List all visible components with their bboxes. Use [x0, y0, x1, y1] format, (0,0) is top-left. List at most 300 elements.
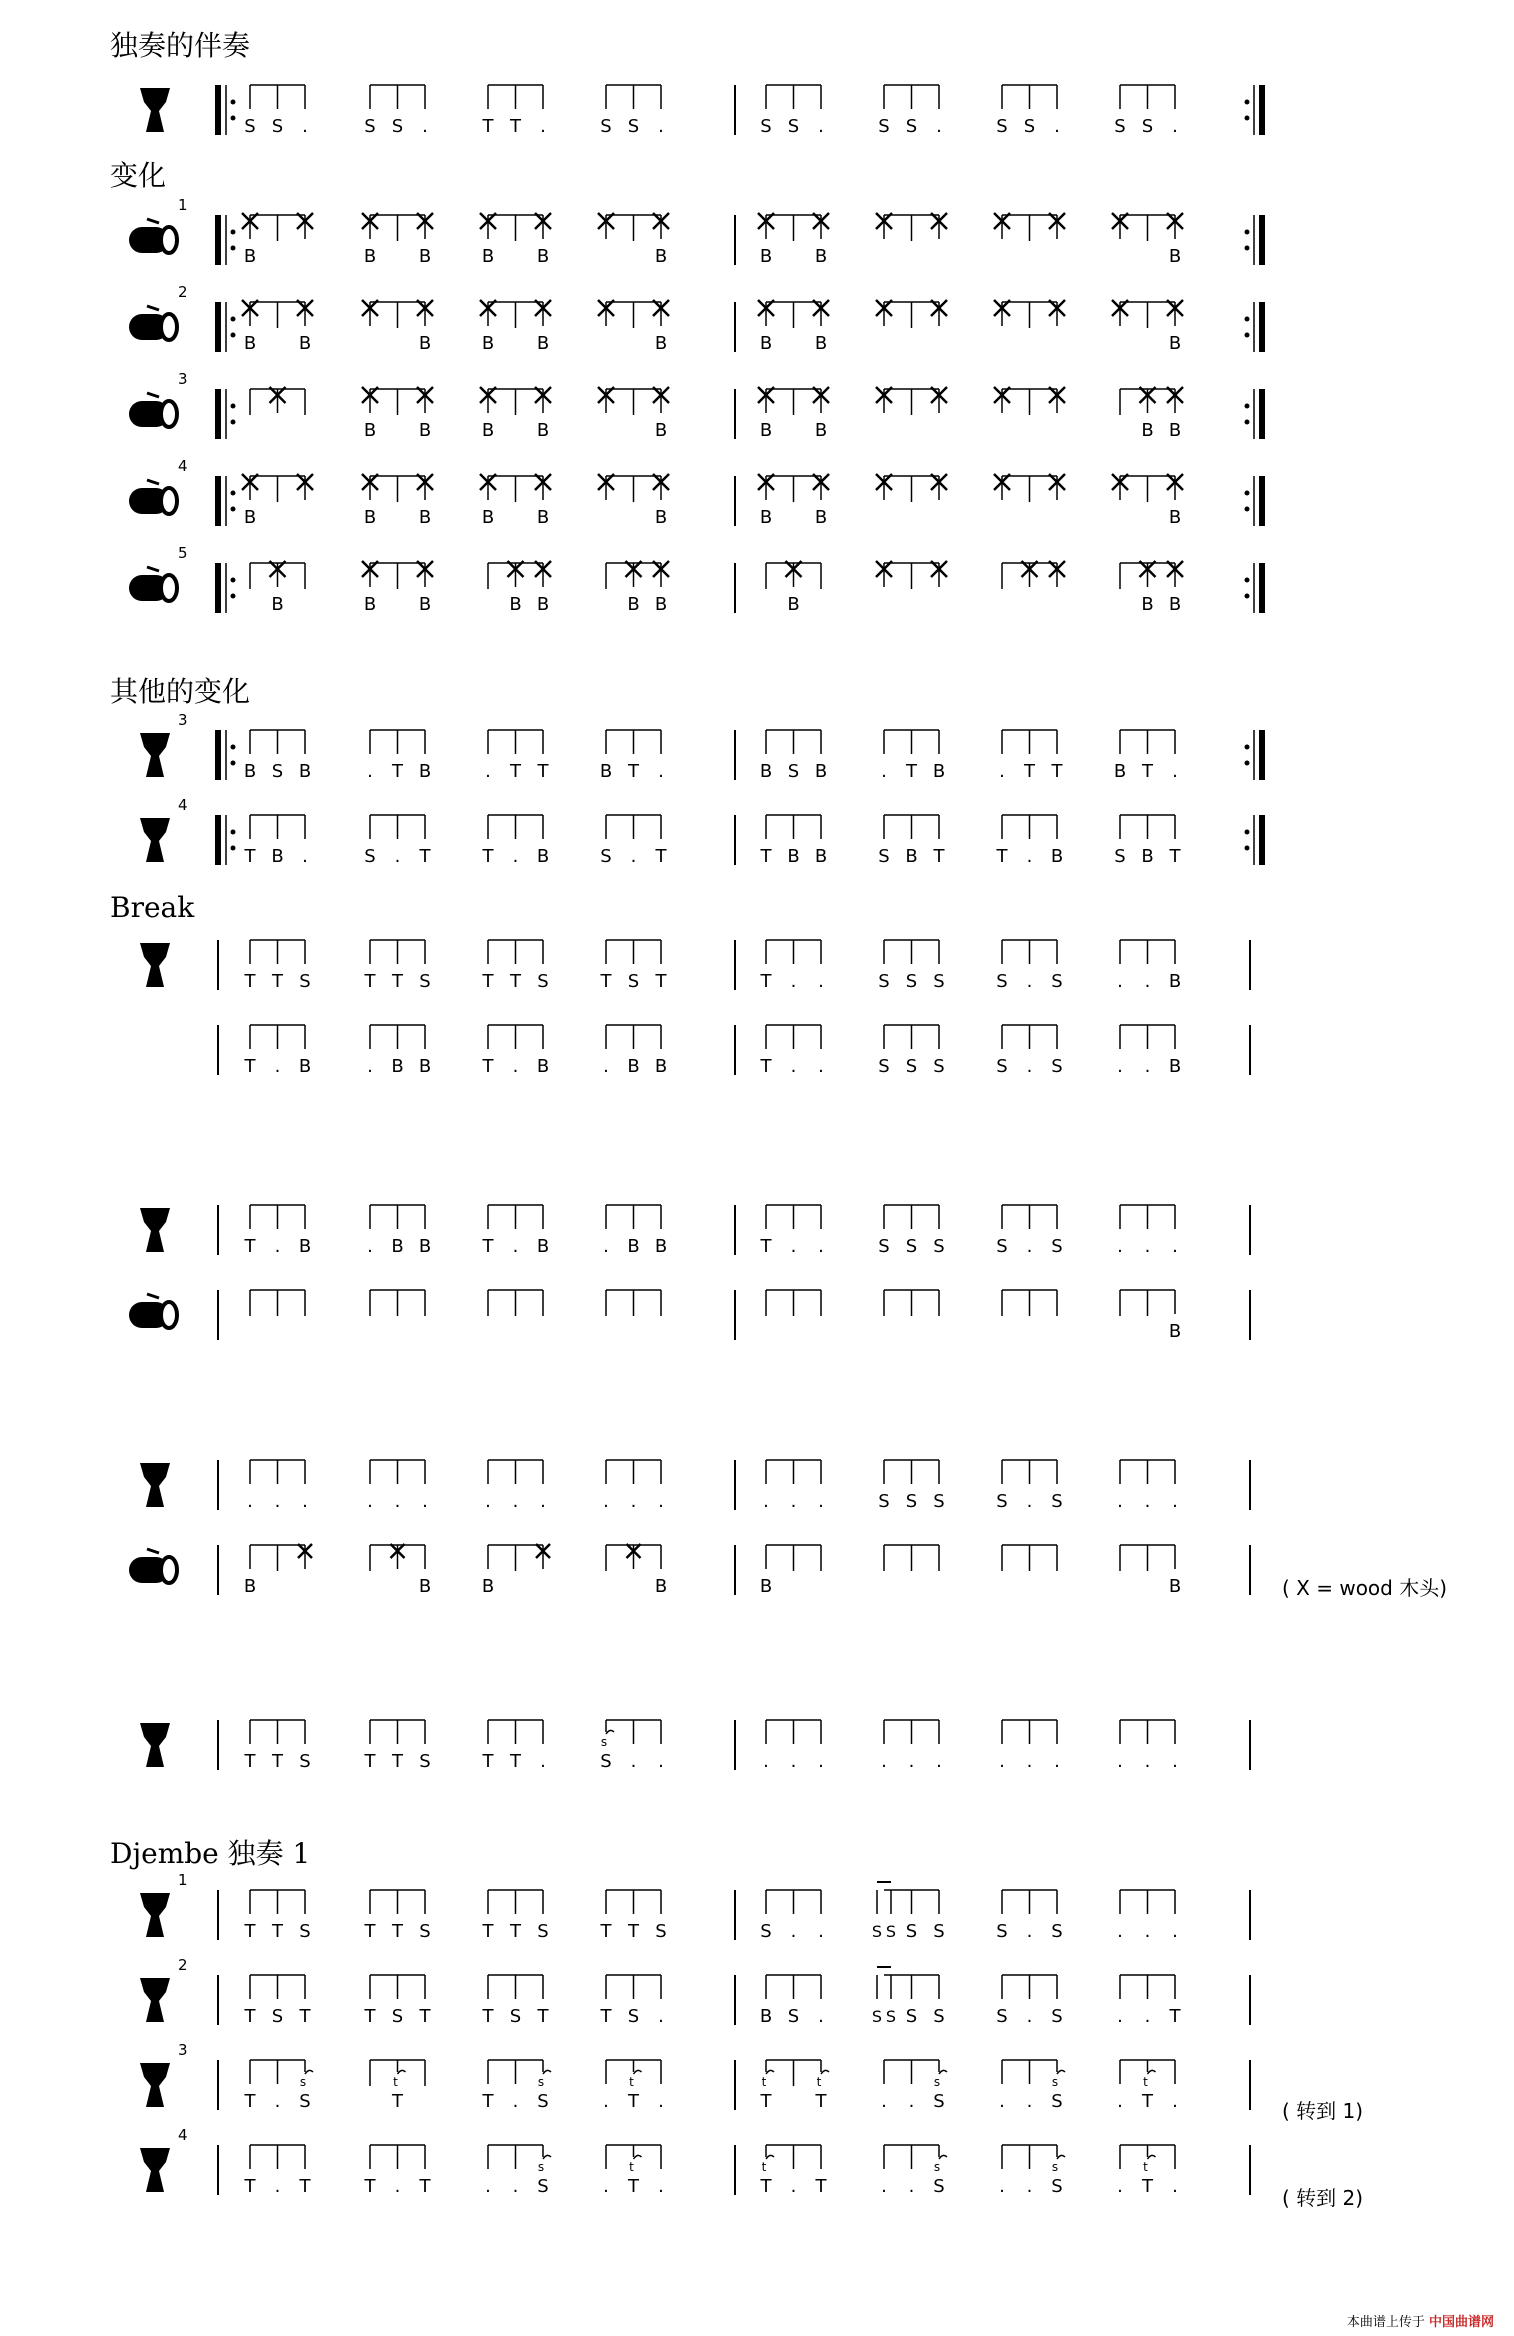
stroke-letter: T	[1169, 2006, 1181, 2027]
stroke-letter: B	[1168, 594, 1182, 615]
stroke-letter: B	[298, 1056, 312, 1077]
stroke-letter: S	[996, 1921, 1008, 1942]
heading-other-variations: 其他的变化	[110, 675, 251, 708]
stroke-letter: S	[271, 761, 284, 782]
repeat-dot	[1245, 404, 1250, 409]
stroke-letter: .	[603, 2091, 609, 2112]
note-wood: ( X = wood 木头)	[1282, 1576, 1448, 1600]
repeat-dot	[231, 246, 236, 251]
score-row-combo1a	[140, 1205, 1250, 1257]
grace-flag	[305, 2070, 313, 2074]
stroke-letter: S	[509, 2006, 522, 2027]
dundun-head	[161, 575, 177, 601]
stroke-letter: T	[244, 2176, 256, 2197]
repeat-dot	[231, 507, 236, 512]
repeat-dot	[231, 230, 236, 235]
stroke-letter: S	[537, 2176, 549, 2197]
stroke-letter: T	[760, 971, 772, 992]
note-goto-1: ( 转到 1)	[1282, 2099, 1364, 2123]
score-row-accomp	[140, 85, 1262, 137]
score-row-combo1b	[129, 1290, 1250, 1342]
stroke-letter: T	[482, 1056, 494, 1077]
stroke-letter: T	[1024, 761, 1035, 782]
stroke-letter: T	[364, 1751, 376, 1772]
stroke-letter: T	[244, 971, 256, 992]
score-row-solo3	[140, 2041, 1250, 2112]
repeat-dot	[1245, 491, 1250, 496]
repeat-dot	[1245, 246, 1250, 251]
stroke-letter: B	[1168, 1576, 1182, 1597]
stroke-letter: B	[481, 507, 495, 528]
stroke-letter: B	[654, 246, 668, 267]
stroke-letter: .	[603, 1491, 609, 1512]
stroke-letter: S	[933, 2006, 945, 2027]
stroke-letter: .	[1117, 1921, 1123, 1942]
row-number: 1	[178, 196, 188, 214]
repeat-dot	[1245, 578, 1250, 583]
stroke-letter: S	[600, 116, 612, 137]
dundun-stick	[147, 1549, 159, 1553]
stroke-letter: .	[908, 1751, 915, 1772]
stroke-letter: B	[418, 246, 432, 267]
stroke-letter: .	[999, 761, 1005, 782]
djembe-icon	[140, 1463, 170, 1507]
stroke-letter: .	[1172, 2176, 1178, 2197]
stroke-letter: B	[627, 1236, 640, 1257]
stroke-letter: .	[1117, 971, 1123, 992]
stroke-letter: B	[536, 333, 550, 354]
stroke-letter: S	[1051, 1921, 1063, 1942]
stroke-letter: B	[418, 333, 432, 354]
stroke-letter: S	[1051, 2006, 1063, 2027]
stroke-letter: T	[537, 2006, 549, 2027]
djembe-icon	[140, 1893, 170, 1937]
stroke-letter: S	[905, 116, 918, 137]
stroke-letter: .	[1144, 2006, 1151, 2027]
row-number: 4	[178, 2126, 188, 2144]
stroke-letter: T	[299, 2006, 311, 2027]
stroke-letter: .	[881, 2091, 887, 2112]
stroke-letter: B	[481, 333, 495, 354]
stroke-letter: .	[763, 1491, 769, 1512]
stroke-letter: B	[363, 246, 377, 267]
stroke-letter: s	[933, 2075, 941, 2089]
stroke-letter: B	[418, 507, 432, 528]
stroke-letter: T	[1169, 846, 1181, 867]
stroke-letter: B	[759, 246, 773, 267]
stroke-letter: T	[510, 761, 521, 782]
stroke-letter: S	[878, 1236, 890, 1257]
stroke-letter: s	[600, 1735, 608, 1749]
grace-flag	[398, 2070, 406, 2074]
stroke-letter: .	[603, 1236, 609, 1257]
stroke-letter: S	[1023, 116, 1036, 137]
grace-flag	[766, 2155, 774, 2159]
stroke-letter: S	[933, 971, 945, 992]
stroke-letter: s	[1051, 2075, 1059, 2089]
grace-flag	[821, 2070, 829, 2074]
djembe-icon	[140, 818, 170, 862]
stroke-letter: B	[814, 420, 828, 441]
stroke-letter: T	[364, 1921, 376, 1942]
stroke-letter: T	[244, 1236, 256, 1257]
stroke-letter: B	[271, 846, 284, 867]
stroke-letter: .	[485, 761, 491, 782]
djembe-icon	[140, 1208, 170, 1252]
score-row-break1	[140, 940, 1250, 992]
stroke-letter: B	[759, 2006, 773, 2027]
stroke-letter: B	[418, 1056, 432, 1077]
stroke-letter: .	[512, 846, 519, 867]
stroke-letter: B	[654, 507, 668, 528]
score-row-solo1	[140, 1871, 1250, 1942]
stroke-letter: .	[1026, 1751, 1033, 1772]
stroke-letter: B	[759, 420, 773, 441]
stroke-letter: .	[394, 846, 401, 867]
stroke-letter: S	[885, 1922, 897, 1941]
stroke-letter: .	[790, 1751, 797, 1772]
stroke-letter: S	[878, 1056, 890, 1077]
stroke-letter: B	[1168, 1056, 1182, 1077]
stroke-letter: .	[512, 1236, 519, 1257]
stroke-letter: .	[512, 2176, 519, 2197]
stroke-letter: T	[244, 2006, 256, 2027]
stroke-letter: .	[512, 1491, 519, 1512]
stroke-letter: B	[627, 1056, 640, 1077]
repeat-dot	[1245, 420, 1250, 425]
stroke-letter: S	[600, 846, 612, 867]
stroke-letter: B	[271, 594, 284, 615]
stroke-letter: S	[1141, 116, 1154, 137]
stroke-letter: S	[537, 2091, 549, 2112]
stroke-letter: B	[627, 594, 640, 615]
stroke-letter: .	[302, 116, 308, 137]
stroke-letter: B	[509, 594, 522, 615]
stroke-letter: .	[367, 761, 373, 782]
stroke-letter: B	[243, 507, 257, 528]
stroke-letter: S	[996, 971, 1008, 992]
stroke-letter: S	[787, 761, 800, 782]
repeat-dot	[1245, 507, 1250, 512]
row-number: 4	[178, 796, 188, 814]
stroke-letter: .	[881, 2176, 887, 2197]
repeat-dot	[1245, 846, 1250, 851]
stroke-letter: .	[658, 116, 664, 137]
stroke-letter: .	[818, 1921, 824, 1942]
grace-flag	[543, 2155, 551, 2159]
stroke-letter: T	[272, 1751, 283, 1772]
stroke-letter: s	[537, 2075, 545, 2089]
stroke-letter: .	[790, 1236, 797, 1257]
stroke-letter: .	[658, 2006, 664, 2027]
repeat-dot	[231, 116, 236, 121]
stroke-letter: B	[481, 1576, 495, 1597]
stroke-letter: .	[881, 1751, 887, 1772]
stroke-letter: B	[243, 761, 257, 782]
grace-flag	[634, 2070, 642, 2074]
note-goto-2: ( 转到 2)	[1282, 2186, 1364, 2210]
stroke-letter: T	[482, 971, 494, 992]
stroke-letter: T	[760, 2091, 772, 2112]
stroke-letter: B	[1168, 971, 1182, 992]
stroke-letter: .	[367, 1491, 373, 1512]
stroke-letter: T	[760, 1236, 772, 1257]
stroke-letter: B	[243, 246, 257, 267]
stroke-letter: S	[996, 116, 1008, 137]
stroke-letter: B	[481, 420, 495, 441]
score-row-solo2	[140, 1956, 1250, 2027]
djembe-icon	[140, 2063, 170, 2107]
stroke-letter: .	[1054, 116, 1060, 137]
stroke-letter: T	[628, 2091, 639, 2112]
stroke-letter: .	[1026, 846, 1033, 867]
stroke-letter: S	[1051, 1056, 1063, 1077]
stroke-letter: .	[1144, 1751, 1151, 1772]
stroke-letter: B	[363, 594, 377, 615]
score-row-other3	[140, 711, 1262, 782]
stroke-letter: S	[1114, 116, 1126, 137]
stroke-letter: .	[1144, 1491, 1151, 1512]
stroke-letter: .	[658, 1751, 664, 1772]
repeat-dot	[231, 594, 236, 599]
stroke-letter: T	[1142, 761, 1153, 782]
stroke-letter: S	[1051, 1236, 1063, 1257]
stroke-letter: S	[905, 971, 918, 992]
djembe-icon	[140, 733, 170, 777]
stroke-letter: .	[540, 116, 546, 137]
djembe-icon	[140, 1723, 170, 1767]
stroke-letter: S	[299, 2091, 311, 2112]
stroke-letter: .	[1026, 1236, 1033, 1257]
stroke-letter: S	[627, 971, 640, 992]
row-number: 2	[178, 1956, 188, 1974]
stroke-letter: S	[419, 971, 431, 992]
stroke-letter: .	[247, 1491, 253, 1512]
stroke-letter: S	[627, 116, 640, 137]
repeat-dot	[1245, 333, 1250, 338]
stroke-letter: .	[658, 2176, 664, 2197]
stroke-letter: T	[600, 1921, 612, 1942]
stroke-letter: S	[1051, 1491, 1063, 1512]
stroke-letter: S	[364, 846, 376, 867]
stroke-letter: .	[274, 1056, 281, 1077]
grace-flag	[1057, 2155, 1065, 2159]
stroke-letter: B	[787, 594, 800, 615]
stroke-letter: .	[630, 1751, 637, 1772]
grace-flag	[543, 2070, 551, 2074]
stroke-letter: T	[364, 2176, 376, 2197]
stroke-letter: s	[537, 2160, 545, 2174]
stroke-letter: T	[482, 1236, 494, 1257]
stroke-letter: T	[1051, 761, 1063, 782]
repeat-dot	[231, 761, 236, 766]
stroke-letter: T	[482, 2091, 494, 2112]
stroke-letter: .	[999, 2091, 1005, 2112]
stroke-letter: .	[1144, 1236, 1151, 1257]
stroke-letter: .	[302, 846, 308, 867]
stroke-letter: .	[908, 2176, 915, 2197]
heading-break: Break	[110, 891, 195, 924]
dundun-head	[161, 1557, 177, 1583]
stroke-letter: T	[244, 1056, 256, 1077]
stroke-letter: .	[818, 971, 824, 992]
stroke-letter: S	[600, 1751, 612, 1772]
stroke-letter: S	[905, 2006, 918, 2027]
stroke-letter: .	[540, 1491, 546, 1512]
stroke-letter: S	[996, 1491, 1008, 1512]
repeat-dot	[231, 333, 236, 338]
stroke-letter: S	[871, 2007, 883, 2026]
stroke-letter: T	[392, 2091, 403, 2112]
stroke-letter: B	[536, 1236, 550, 1257]
stroke-letter: T	[364, 2006, 376, 2027]
stroke-letter: B	[599, 761, 613, 782]
stroke-letter: S	[905, 1236, 918, 1257]
stroke-letter: .	[1117, 1056, 1123, 1077]
stroke-letter: B	[654, 420, 668, 441]
score-row-single	[140, 1720, 1250, 1772]
row-number: 3	[178, 711, 188, 729]
stroke-letter: t	[393, 2075, 398, 2089]
repeat-dot	[231, 404, 236, 409]
repeat-dot	[231, 830, 236, 835]
stroke-letter: .	[1054, 1751, 1060, 1772]
grace-flag	[766, 2070, 774, 2074]
stroke-letter: T	[628, 1921, 639, 1942]
heading-djembe-solo: Djembe 独奏 1	[110, 1837, 311, 1870]
dundun-stick	[147, 480, 159, 484]
stroke-letter: B	[418, 420, 432, 441]
stroke-letter: B	[814, 761, 828, 782]
stroke-letter: B	[418, 594, 432, 615]
stroke-letter: B	[759, 761, 773, 782]
grace-flag	[1148, 2070, 1156, 2074]
stroke-letter: T	[537, 761, 549, 782]
repeat-dot	[231, 846, 236, 851]
stroke-letter: .	[1117, 1751, 1123, 1772]
stroke-letter: .	[1172, 2091, 1178, 2112]
repeat-dot	[1245, 230, 1250, 235]
stroke-letter: B	[1168, 333, 1182, 354]
stroke-letter: S	[537, 1921, 549, 1942]
heading-variations: 变化	[110, 159, 167, 192]
repeat-dot	[1245, 594, 1250, 599]
stroke-letter: S	[299, 1751, 311, 1772]
stroke-letter: B	[1141, 846, 1154, 867]
stroke-letter: T	[272, 1921, 283, 1942]
stroke-letter: T	[244, 2091, 256, 2112]
stroke-letter: .	[1172, 1921, 1178, 1942]
djembe-icon	[140, 88, 170, 132]
stroke-letter: B	[654, 1056, 668, 1077]
stroke-letter: S	[787, 2006, 800, 2027]
stroke-letter: T	[760, 846, 772, 867]
repeat-dot	[1245, 745, 1250, 750]
stroke-letter: .	[367, 1056, 373, 1077]
stroke-letter: S	[364, 116, 376, 137]
stroke-letter: .	[1026, 1921, 1033, 1942]
stroke-letter: .	[367, 1236, 373, 1257]
stroke-letter: B	[536, 507, 550, 528]
stroke-letter: B	[1141, 594, 1154, 615]
stroke-letter: B	[814, 846, 828, 867]
score-row-var2	[129, 283, 1262, 354]
stroke-letter: .	[790, 1056, 797, 1077]
stroke-letter: B	[787, 846, 800, 867]
stroke-letter: .	[603, 2176, 609, 2197]
stroke-letter: .	[1026, 971, 1033, 992]
stroke-letter: S	[878, 116, 890, 137]
stroke-letter: .	[422, 116, 428, 137]
stroke-letter: B	[654, 333, 668, 354]
stroke-letter: T	[510, 971, 521, 992]
row-number: 2	[178, 283, 188, 301]
stroke-letter: .	[881, 761, 887, 782]
stroke-letter: T	[419, 846, 431, 867]
score-row-combo2a	[140, 1460, 1250, 1512]
stroke-letter: T	[272, 971, 283, 992]
stroke-letter: .	[936, 1751, 942, 1772]
stroke-letter: S	[244, 116, 256, 137]
stroke-letter: B	[418, 761, 432, 782]
repeat-dot	[231, 100, 236, 105]
dundun-stick	[147, 306, 159, 310]
stroke-letter: B	[536, 246, 550, 267]
stroke-letter: .	[1117, 2006, 1123, 2027]
stroke-letter: .	[630, 1491, 637, 1512]
stroke-letter: .	[1172, 1491, 1178, 1512]
stroke-letter: B	[814, 507, 828, 528]
stroke-letter: S	[933, 1491, 945, 1512]
stroke-letter: .	[274, 1236, 281, 1257]
stroke-letter: .	[1144, 1921, 1151, 1942]
grace-flag	[939, 2155, 947, 2159]
stroke-letter: B	[391, 1236, 404, 1257]
dundun-head	[161, 227, 177, 253]
footer-uploaded: 本曲谱上传于	[1346, 2315, 1425, 2330]
row-number: 5	[178, 544, 188, 562]
stroke-letter: B	[391, 1056, 404, 1077]
grace-flag	[1057, 2070, 1065, 2074]
stroke-letter: .	[512, 2091, 519, 2112]
stroke-letter: S	[655, 1921, 667, 1942]
stroke-letter: .	[422, 1491, 428, 1512]
grace-flag	[606, 1730, 614, 1734]
stroke-letter: T	[482, 846, 494, 867]
repeat-dot	[231, 420, 236, 425]
stroke-letter: S	[1051, 2091, 1063, 2112]
stroke-letter: s	[1051, 2160, 1059, 2174]
stroke-letter: B	[536, 594, 550, 615]
stroke-letter: .	[1172, 761, 1178, 782]
stroke-letter: S	[1051, 971, 1063, 992]
stroke-letter: S	[996, 1056, 1008, 1077]
stroke-letter: S	[537, 971, 549, 992]
stroke-letter: S	[760, 1921, 772, 1942]
stroke-letter: B	[1168, 246, 1182, 267]
stroke-letter: T	[510, 1921, 521, 1942]
repeat-dot	[231, 317, 236, 322]
score-row-combo2b	[129, 1544, 1250, 1597]
stroke-letter: .	[394, 1491, 401, 1512]
dundun-head	[161, 401, 177, 427]
stroke-letter: S	[933, 2091, 945, 2112]
stroke-letter: T	[244, 1921, 256, 1942]
score-row-var1	[129, 196, 1262, 267]
stroke-letter: .	[818, 1491, 824, 1512]
score-row-break2	[218, 1025, 1250, 1077]
stroke-letter: .	[763, 1751, 769, 1772]
